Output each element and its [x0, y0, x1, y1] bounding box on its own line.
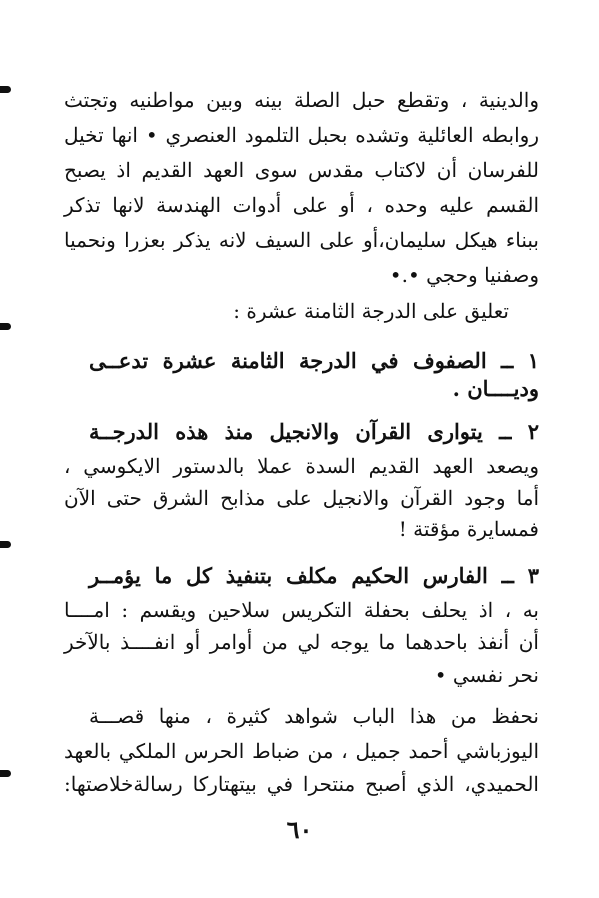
text-line: الحميدي، الذي أصبح منتحرا في بيتهتاركا رسالةخلاصتها:	[64, 772, 539, 796]
text-line: أن أنفذ باحدهما ما يوجه لي من أوامر أو انفــــذ بالآخر	[64, 630, 539, 654]
text-line: ببناء هيكل سليمان،أو على السيف لانه يذكر بعزرا ونحميا	[64, 228, 539, 252]
margin-mark	[0, 541, 11, 548]
text-line: روابطه العائلية وتشده بحبل التلمود العنصري • انها تخيل	[64, 123, 539, 147]
text-line: وصفنيا وحجي •.•	[389, 263, 539, 287]
margin-mark	[0, 86, 11, 93]
text-line: ويصعد العهد القديم السدة عملا بالدستور الايكوسي ،	[64, 454, 539, 478]
text-line: أما وجود القرآن والانجيل على مذابح الشرق حتى الآن	[64, 486, 539, 510]
text-line: اليوزباشي أحمد جميل ، من ضباط الحرس الملكي بالعهد	[64, 739, 539, 763]
list-item-line: وديــــان .	[452, 376, 539, 401]
list-item-line: ٣ ــ الفارس الحكيم مكلف بتنفيذ كل ما يؤمــر	[89, 563, 539, 588]
margin-mark	[0, 770, 11, 777]
text-line: به ، اذ يحلف بحفلة التكريس سلاحين ويقسم : امــــا	[64, 598, 539, 622]
page-number: ٦٠	[286, 815, 313, 844]
list-item-line: ٢ ــ يتوارى القرآن والانجيل منذ هذه الدرجــة	[89, 419, 539, 444]
list-item-line: ١ ــ الصفوف في الدرجة الثامنة عشرة تدعــى	[89, 348, 539, 373]
margin-mark	[0, 323, 11, 330]
text-line: والدينية ، وتقطع حبل الصلة بينه وبين مواطنيه وتجتث	[64, 88, 539, 112]
text-line: للفرسان أن لاكتاب مقدس سوى العهد القديم اذ يصبح	[64, 158, 539, 182]
text-line: فمسايرة مؤقتة !	[398, 517, 539, 541]
text-line: القسم عليه وحده ، أو على أدوات الهندسة لانها تذكر	[64, 193, 539, 217]
text-line: نحر نفسي •	[434, 663, 539, 687]
section-heading: تعليق على الدرجة الثامنة عشرة :	[233, 299, 509, 323]
text-line: نحفظ من هذا الباب شواهد كثيرة ، منها قصـــة	[89, 704, 539, 728]
